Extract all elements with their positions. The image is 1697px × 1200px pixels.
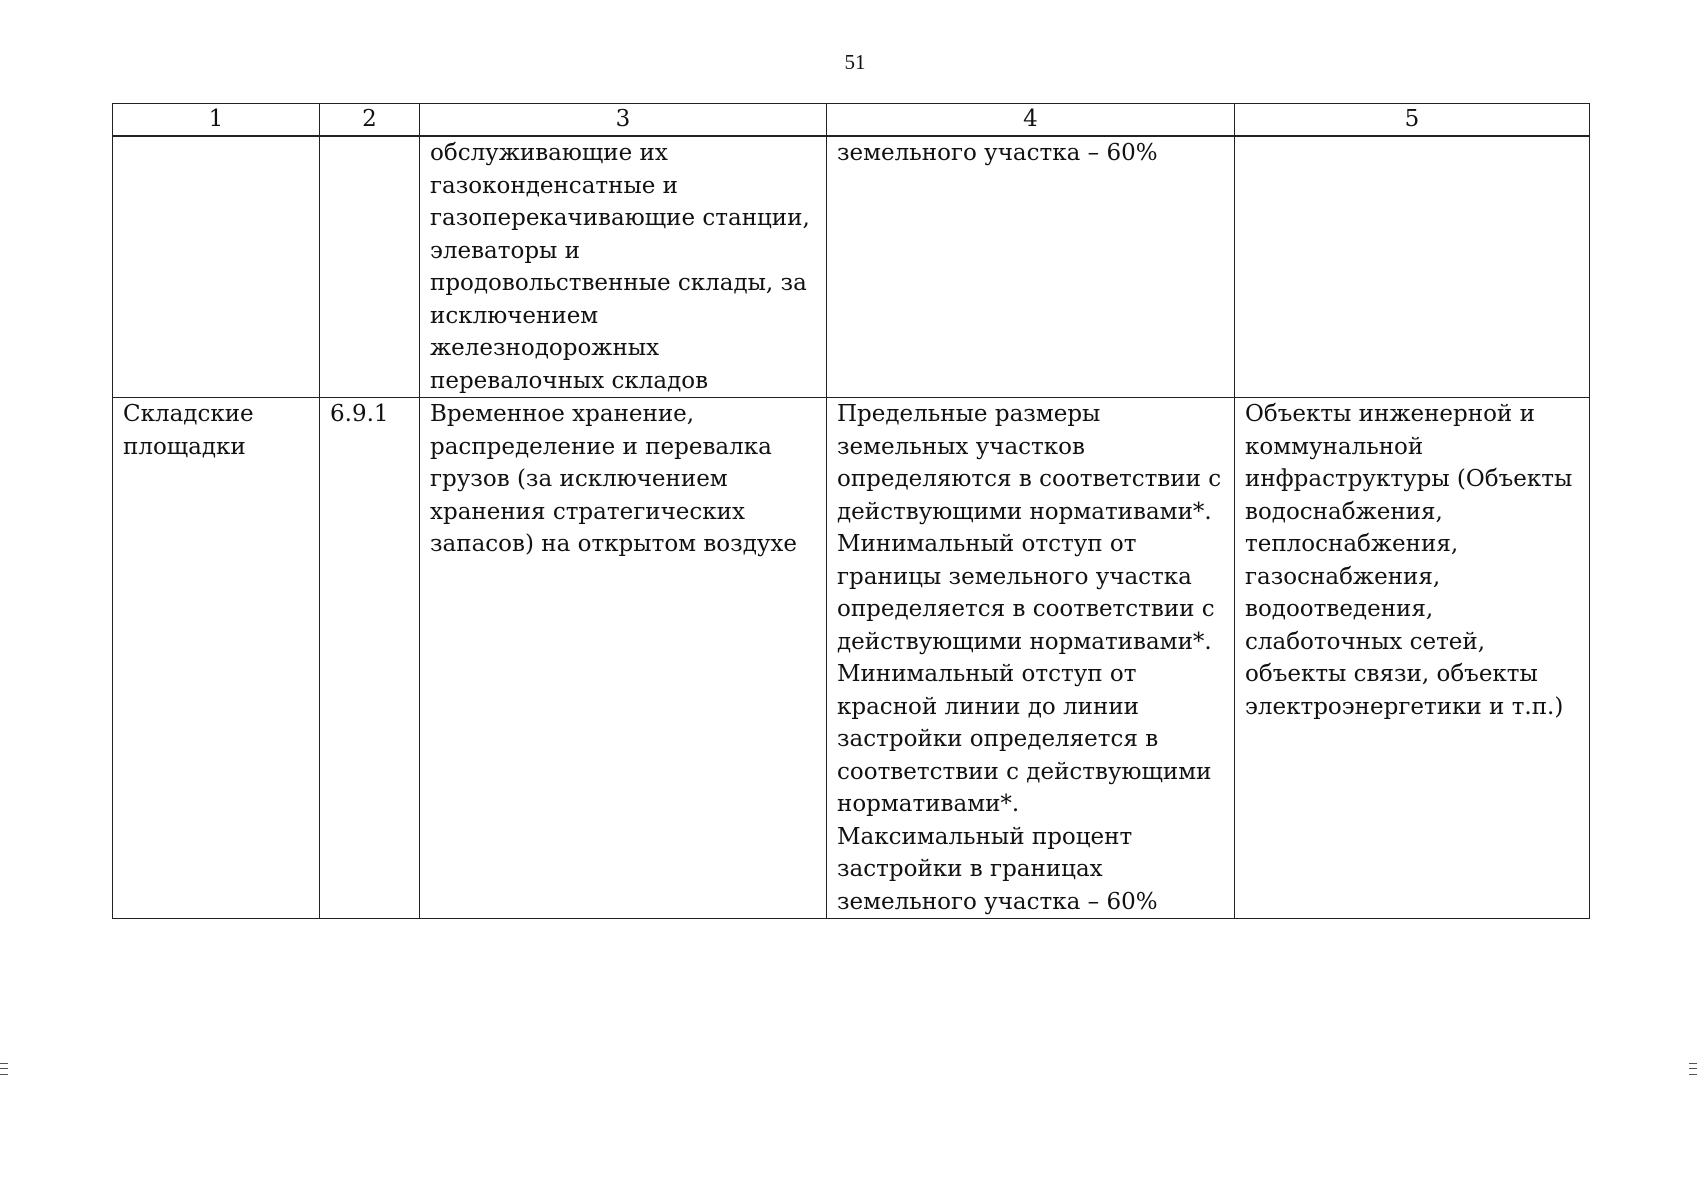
left-margin-mark: [0, 1063, 8, 1075]
page-number: 51: [844, 50, 866, 74]
cell-description: Временное хранение, распределение и перевалка грузов (за исключением хранения стратегических запасов) на открытом воздухе: [420, 398, 827, 919]
cell-parameters: Предельные размеры земельных участков определяются в соответствии с действующими нормативами*. Минимальный отступ от границы земельного участка определяется в соответствии с действующими нормативами*. Минимальный отступ от красной линии до линии застройки определяется в соответствии с действующими нормативами*. Максимальный процент застройки в границах земельного участка – 60%: [827, 398, 1235, 919]
cell-code: [320, 136, 420, 398]
cell-zone-name: [113, 136, 320, 398]
header-col-5: 5: [1235, 104, 1590, 137]
header-col-2: 2: [320, 104, 420, 137]
header-col-3: 3: [420, 104, 827, 137]
cell-zone-name: Складские площадки: [113, 398, 320, 919]
cell-auxiliary-uses: [1235, 136, 1590, 398]
header-col-4: 4: [827, 104, 1235, 137]
header-col-1: 1: [113, 104, 320, 137]
right-margin-mark: [1689, 1063, 1697, 1075]
cell-description: обслуживающие их газоконденсатные и газоперекачивающие станции, элеваторы и продовольственные склады, за исключением железнодорожных перевалочных складов: [420, 136, 827, 398]
cell-auxiliary-uses: Объекты инженерной и коммунальной инфраструктуры (Объекты водоснабжения, теплоснабжения, газоснабжения, водоотведения, слаботочных сетей, объекты связи, объекты электроэнергетики и т.п.): [1235, 398, 1590, 919]
table-row: [113, 398, 1590, 919]
table-row: [113, 136, 1590, 398]
zoning-table: [112, 103, 1590, 919]
table-header-row: [113, 104, 1590, 137]
cell-parameters: земельного участка – 60%: [827, 136, 1235, 398]
cell-code: 6.9.1: [320, 398, 420, 919]
